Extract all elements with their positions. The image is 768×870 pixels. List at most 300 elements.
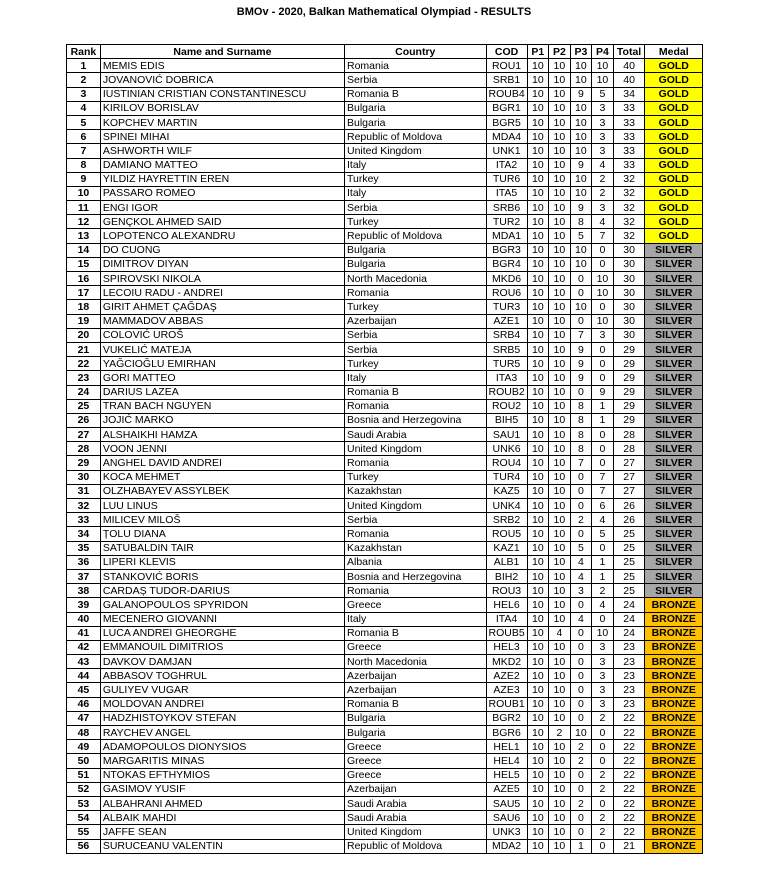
p3-cell: 9 bbox=[570, 201, 592, 215]
cod-cell: ROU2 bbox=[486, 399, 527, 413]
cod-cell: UNK1 bbox=[486, 144, 527, 158]
name-cell: STANKOVIĆ BORIS bbox=[100, 569, 344, 583]
total-cell: 29 bbox=[613, 342, 645, 356]
p2-cell: 4 bbox=[549, 626, 571, 640]
rank-cell: 21 bbox=[67, 342, 101, 356]
name-cell: LOPOTENCO ALEXANDRU bbox=[100, 229, 344, 243]
cod-cell: MDA2 bbox=[486, 839, 527, 853]
p3-cell: 5 bbox=[570, 541, 592, 555]
name-cell: GALANOPOULOS SPYRIDON bbox=[100, 598, 344, 612]
p3-cell: 9 bbox=[570, 158, 592, 172]
rank-cell: 36 bbox=[67, 555, 101, 569]
rank-cell: 52 bbox=[67, 782, 101, 796]
medal-cell: SILVER bbox=[645, 272, 703, 286]
p1-cell: 10 bbox=[527, 499, 549, 513]
p3-cell: 10 bbox=[570, 73, 592, 87]
country-cell: Kazakhstan bbox=[344, 541, 486, 555]
name-cell: ABBASOV TOGHRUL bbox=[100, 669, 344, 683]
medal-cell: BRONZE bbox=[645, 839, 703, 853]
medal-cell: SILVER bbox=[645, 527, 703, 541]
medal-cell: SILVER bbox=[645, 569, 703, 583]
p1-cell: 10 bbox=[527, 811, 549, 825]
p1-cell: 10 bbox=[527, 399, 549, 413]
p3-cell: 8 bbox=[570, 215, 592, 229]
total-cell: 26 bbox=[613, 499, 645, 513]
medal-cell: BRONZE bbox=[645, 825, 703, 839]
p2-cell: 10 bbox=[549, 555, 571, 569]
country-cell: Serbia bbox=[344, 73, 486, 87]
country-cell: Saudi Arabia bbox=[344, 428, 486, 442]
p1-cell: 10 bbox=[527, 598, 549, 612]
name-cell: DAMIANO MATTEO bbox=[100, 158, 344, 172]
total-cell: 30 bbox=[613, 328, 645, 342]
total-cell: 29 bbox=[613, 357, 645, 371]
table-row bbox=[67, 555, 703, 569]
medal-cell: GOLD bbox=[645, 101, 703, 115]
p4-cell: 0 bbox=[592, 754, 614, 768]
table-row bbox=[67, 711, 703, 725]
p4-cell: 3 bbox=[592, 115, 614, 129]
p2-cell: 10 bbox=[549, 243, 571, 257]
total-cell: 29 bbox=[613, 371, 645, 385]
total-cell: 40 bbox=[613, 73, 645, 87]
p1-cell: 10 bbox=[527, 697, 549, 711]
p4-cell: 10 bbox=[592, 272, 614, 286]
p2-cell: 10 bbox=[549, 484, 571, 498]
p2-cell: 10 bbox=[549, 215, 571, 229]
country-cell: Serbia bbox=[344, 201, 486, 215]
p4-cell: 1 bbox=[592, 413, 614, 427]
medal-cell: BRONZE bbox=[645, 782, 703, 796]
p3-cell: 10 bbox=[570, 186, 592, 200]
medal-cell: BRONZE bbox=[645, 740, 703, 754]
name-cell: JOJIĆ MARKO bbox=[100, 413, 344, 427]
name-cell: NTOKAS EFTHYMIOS bbox=[100, 768, 344, 782]
p2-cell: 10 bbox=[549, 385, 571, 399]
cod-cell: HEL3 bbox=[486, 640, 527, 654]
p3-cell: 10 bbox=[570, 257, 592, 271]
p3-cell: 2 bbox=[570, 740, 592, 754]
table-row bbox=[67, 101, 703, 115]
p1-cell: 10 bbox=[527, 357, 549, 371]
medal-cell: BRONZE bbox=[645, 683, 703, 697]
table-row bbox=[67, 768, 703, 782]
cod-cell: ROUB2 bbox=[486, 385, 527, 399]
table-row bbox=[67, 229, 703, 243]
country-cell: Azerbaijan bbox=[344, 669, 486, 683]
country-cell: Romania B bbox=[344, 697, 486, 711]
p3-cell: 0 bbox=[570, 782, 592, 796]
p3-cell: 10 bbox=[570, 726, 592, 740]
p2-cell: 10 bbox=[549, 328, 571, 342]
p3-cell: 10 bbox=[570, 243, 592, 257]
p4-cell: 3 bbox=[592, 328, 614, 342]
total-cell: 24 bbox=[613, 626, 645, 640]
country-cell: Bulgaria bbox=[344, 257, 486, 271]
rank-cell: 28 bbox=[67, 442, 101, 456]
country-cell: Saudi Arabia bbox=[344, 796, 486, 810]
medal-cell: GOLD bbox=[645, 201, 703, 215]
name-cell: TRAN BACH NGUYEN bbox=[100, 399, 344, 413]
total-cell: 22 bbox=[613, 782, 645, 796]
cod-cell: HEL5 bbox=[486, 768, 527, 782]
p3-cell: 0 bbox=[570, 811, 592, 825]
country-cell: Republic of Moldova bbox=[344, 839, 486, 853]
country-cell: Turkey bbox=[344, 300, 486, 314]
medal-cell: SILVER bbox=[645, 470, 703, 484]
table-row bbox=[67, 584, 703, 598]
p3-cell: 7 bbox=[570, 456, 592, 470]
p3-cell: 0 bbox=[570, 768, 592, 782]
country-cell: Turkey bbox=[344, 357, 486, 371]
country-cell: Turkey bbox=[344, 470, 486, 484]
medal-cell: SILVER bbox=[645, 584, 703, 598]
rank-cell: 20 bbox=[67, 328, 101, 342]
header-p1: P1 bbox=[527, 45, 549, 59]
total-cell: 30 bbox=[613, 300, 645, 314]
p4-cell: 4 bbox=[592, 158, 614, 172]
p2-cell: 10 bbox=[549, 669, 571, 683]
name-cell: ALBAHRANI AHMED bbox=[100, 796, 344, 810]
p2-cell: 10 bbox=[549, 569, 571, 583]
header-cod: COD bbox=[486, 45, 527, 59]
p2-cell: 10 bbox=[549, 683, 571, 697]
country-cell: Greece bbox=[344, 598, 486, 612]
country-cell: Italy bbox=[344, 371, 486, 385]
rank-cell: 55 bbox=[67, 825, 101, 839]
p4-cell: 0 bbox=[592, 456, 614, 470]
medal-cell: SILVER bbox=[645, 314, 703, 328]
table-row bbox=[67, 300, 703, 314]
medal-cell: GOLD bbox=[645, 186, 703, 200]
medal-cell: SILVER bbox=[645, 257, 703, 271]
p3-cell: 0 bbox=[570, 598, 592, 612]
table-row bbox=[67, 442, 703, 456]
name-cell: SPINEI MIHAI bbox=[100, 130, 344, 144]
rank-cell: 2 bbox=[67, 73, 101, 87]
name-cell: ALBAIK MAHDI bbox=[100, 811, 344, 825]
name-cell: MOLDOVAN ANDREI bbox=[100, 697, 344, 711]
cod-cell: SRB4 bbox=[486, 328, 527, 342]
total-cell: 28 bbox=[613, 428, 645, 442]
p3-cell: 0 bbox=[570, 655, 592, 669]
name-cell: ENGI IGOR bbox=[100, 201, 344, 215]
cod-cell: SRB2 bbox=[486, 513, 527, 527]
p1-cell: 10 bbox=[527, 513, 549, 527]
total-cell: 22 bbox=[613, 740, 645, 754]
medal-cell: SILVER bbox=[645, 413, 703, 427]
p3-cell: 3 bbox=[570, 584, 592, 598]
name-cell: MAMMADOV ABBAS bbox=[100, 314, 344, 328]
table-row bbox=[67, 484, 703, 498]
p1-cell: 10 bbox=[527, 782, 549, 796]
cod-cell: TUR3 bbox=[486, 300, 527, 314]
rank-cell: 3 bbox=[67, 87, 101, 101]
p2-cell: 10 bbox=[549, 73, 571, 87]
p2-cell: 10 bbox=[549, 640, 571, 654]
p3-cell: 0 bbox=[570, 385, 592, 399]
medal-cell: BRONZE bbox=[645, 726, 703, 740]
p2-cell: 10 bbox=[549, 158, 571, 172]
p2-cell: 10 bbox=[549, 115, 571, 129]
country-cell: Saudi Arabia bbox=[344, 811, 486, 825]
total-cell: 33 bbox=[613, 101, 645, 115]
p4-cell: 1 bbox=[592, 399, 614, 413]
p4-cell: 2 bbox=[592, 584, 614, 598]
cod-cell: AZE1 bbox=[486, 314, 527, 328]
p2-cell: 10 bbox=[549, 229, 571, 243]
cod-cell: AZE2 bbox=[486, 669, 527, 683]
rank-cell: 25 bbox=[67, 399, 101, 413]
rank-cell: 44 bbox=[67, 669, 101, 683]
table-row bbox=[67, 314, 703, 328]
medal-cell: BRONZE bbox=[645, 711, 703, 725]
medal-cell: BRONZE bbox=[645, 811, 703, 825]
p1-cell: 10 bbox=[527, 101, 549, 115]
medal-cell: SILVER bbox=[645, 555, 703, 569]
rank-cell: 19 bbox=[67, 314, 101, 328]
table-row bbox=[67, 328, 703, 342]
p3-cell: 9 bbox=[570, 357, 592, 371]
rank-cell: 6 bbox=[67, 130, 101, 144]
name-cell: PASSARO ROMEO bbox=[100, 186, 344, 200]
table-row bbox=[67, 683, 703, 697]
p2-cell: 2 bbox=[549, 726, 571, 740]
country-cell: Republic of Moldova bbox=[344, 130, 486, 144]
p2-cell: 10 bbox=[549, 754, 571, 768]
country-cell: Azerbaijan bbox=[344, 683, 486, 697]
p4-cell: 10 bbox=[592, 73, 614, 87]
p3-cell: 8 bbox=[570, 428, 592, 442]
name-cell: COLOVIĆ UROŠ bbox=[100, 328, 344, 342]
p4-cell: 3 bbox=[592, 655, 614, 669]
name-cell: DO CUONG bbox=[100, 243, 344, 257]
p4-cell: 0 bbox=[592, 300, 614, 314]
p3-cell: 0 bbox=[570, 640, 592, 654]
rank-cell: 26 bbox=[67, 413, 101, 427]
table-row bbox=[67, 186, 703, 200]
rank-cell: 41 bbox=[67, 626, 101, 640]
medal-cell: SILVER bbox=[645, 342, 703, 356]
total-cell: 32 bbox=[613, 229, 645, 243]
country-cell: Bulgaria bbox=[344, 711, 486, 725]
total-cell: 25 bbox=[613, 541, 645, 555]
country-cell: North Macedonia bbox=[344, 272, 486, 286]
p3-cell: 0 bbox=[570, 711, 592, 725]
name-cell: DARIUS LAZEA bbox=[100, 385, 344, 399]
total-cell: 23 bbox=[613, 655, 645, 669]
name-cell: KIRILOV BORISLAV bbox=[100, 101, 344, 115]
p2-cell: 10 bbox=[549, 257, 571, 271]
table-row bbox=[67, 59, 703, 73]
p1-cell: 10 bbox=[527, 655, 549, 669]
name-cell: MILICEV MILOŠ bbox=[100, 513, 344, 527]
p4-cell: 0 bbox=[592, 243, 614, 257]
country-cell: Romania bbox=[344, 286, 486, 300]
cod-cell: SRB5 bbox=[486, 342, 527, 356]
cod-cell: ROUB5 bbox=[486, 626, 527, 640]
total-cell: 23 bbox=[613, 669, 645, 683]
table-row bbox=[67, 257, 703, 271]
name-cell: LIPERI KLEVIS bbox=[100, 555, 344, 569]
p4-cell: 2 bbox=[592, 172, 614, 186]
medal-cell: SILVER bbox=[645, 484, 703, 498]
p4-cell: 2 bbox=[592, 782, 614, 796]
p1-cell: 10 bbox=[527, 456, 549, 470]
total-cell: 22 bbox=[613, 711, 645, 725]
rank-cell: 45 bbox=[67, 683, 101, 697]
table-row bbox=[67, 598, 703, 612]
name-cell: SATUBALDIN TAIR bbox=[100, 541, 344, 555]
total-cell: 22 bbox=[613, 796, 645, 810]
country-cell: United Kingdom bbox=[344, 442, 486, 456]
p4-cell: 10 bbox=[592, 59, 614, 73]
cod-cell: SAU6 bbox=[486, 811, 527, 825]
p3-cell: 2 bbox=[570, 754, 592, 768]
medal-cell: BRONZE bbox=[645, 669, 703, 683]
p4-cell: 0 bbox=[592, 541, 614, 555]
name-cell: VOON JENNI bbox=[100, 442, 344, 456]
name-cell: SURUCEANU VALENTIN bbox=[100, 839, 344, 853]
medal-cell: BRONZE bbox=[645, 612, 703, 626]
total-cell: 25 bbox=[613, 569, 645, 583]
medal-cell: GOLD bbox=[645, 115, 703, 129]
name-cell: IUSTINIAN CRISTIAN CONSTANTINESCU bbox=[100, 87, 344, 101]
rank-cell: 47 bbox=[67, 711, 101, 725]
p4-cell: 0 bbox=[592, 839, 614, 853]
p1-cell: 10 bbox=[527, 215, 549, 229]
cod-cell: ROUB1 bbox=[486, 697, 527, 711]
cod-cell: MKD2 bbox=[486, 655, 527, 669]
p4-cell: 4 bbox=[592, 215, 614, 229]
cod-cell: BIH5 bbox=[486, 413, 527, 427]
cod-cell: ROU3 bbox=[486, 584, 527, 598]
p1-cell: 10 bbox=[527, 754, 549, 768]
p1-cell: 10 bbox=[527, 201, 549, 215]
total-cell: 28 bbox=[613, 442, 645, 456]
country-cell: North Macedonia bbox=[344, 655, 486, 669]
total-cell: 24 bbox=[613, 612, 645, 626]
p1-cell: 10 bbox=[527, 569, 549, 583]
total-cell: 40 bbox=[613, 59, 645, 73]
p4-cell: 2 bbox=[592, 811, 614, 825]
p2-cell: 10 bbox=[549, 272, 571, 286]
table-row bbox=[67, 371, 703, 385]
p1-cell: 10 bbox=[527, 527, 549, 541]
p1-cell: 10 bbox=[527, 144, 549, 158]
cod-cell: MDA4 bbox=[486, 130, 527, 144]
name-cell: MARGARITIS MINAS bbox=[100, 754, 344, 768]
p1-cell: 10 bbox=[527, 158, 549, 172]
medal-cell: SILVER bbox=[645, 371, 703, 385]
p4-cell: 7 bbox=[592, 470, 614, 484]
p2-cell: 10 bbox=[549, 782, 571, 796]
p1-cell: 10 bbox=[527, 428, 549, 442]
country-cell: Romania B bbox=[344, 385, 486, 399]
rank-cell: 35 bbox=[67, 541, 101, 555]
rank-cell: 18 bbox=[67, 300, 101, 314]
p3-cell: 0 bbox=[570, 626, 592, 640]
p2-cell: 10 bbox=[549, 286, 571, 300]
p2-cell: 10 bbox=[549, 428, 571, 442]
p1-cell: 10 bbox=[527, 385, 549, 399]
country-cell: Romania bbox=[344, 399, 486, 413]
total-cell: 23 bbox=[613, 640, 645, 654]
p3-cell: 0 bbox=[570, 286, 592, 300]
total-cell: 30 bbox=[613, 272, 645, 286]
table-row bbox=[67, 839, 703, 853]
country-cell: Romania B bbox=[344, 626, 486, 640]
p1-cell: 10 bbox=[527, 272, 549, 286]
table-row bbox=[67, 399, 703, 413]
name-cell: JAFFE SEAN bbox=[100, 825, 344, 839]
p2-cell: 10 bbox=[549, 186, 571, 200]
country-cell: Serbia bbox=[344, 328, 486, 342]
table-row bbox=[67, 87, 703, 101]
medal-cell: GOLD bbox=[645, 158, 703, 172]
p4-cell: 3 bbox=[592, 144, 614, 158]
total-cell: 33 bbox=[613, 158, 645, 172]
country-cell: Kazakhstan bbox=[344, 484, 486, 498]
p1-cell: 10 bbox=[527, 243, 549, 257]
header-rank: Rank bbox=[67, 45, 101, 59]
p2-cell: 10 bbox=[549, 839, 571, 853]
p1-cell: 10 bbox=[527, 484, 549, 498]
medal-cell: GOLD bbox=[645, 59, 703, 73]
table-row bbox=[67, 569, 703, 583]
table-row bbox=[67, 272, 703, 286]
total-cell: 25 bbox=[613, 584, 645, 598]
cod-cell: ROU6 bbox=[486, 286, 527, 300]
p2-cell: 10 bbox=[549, 172, 571, 186]
results-table bbox=[66, 44, 703, 854]
p1-cell: 10 bbox=[527, 839, 549, 853]
cod-cell: ITA2 bbox=[486, 158, 527, 172]
name-cell: DIMITROV DIYAN bbox=[100, 257, 344, 271]
total-cell: 27 bbox=[613, 470, 645, 484]
p2-cell: 10 bbox=[549, 711, 571, 725]
medal-cell: SILVER bbox=[645, 428, 703, 442]
p2-cell: 10 bbox=[549, 612, 571, 626]
country-cell: Albania bbox=[344, 555, 486, 569]
total-cell: 25 bbox=[613, 527, 645, 541]
p3-cell: 0 bbox=[570, 669, 592, 683]
cod-cell: BIH2 bbox=[486, 569, 527, 583]
country-cell: Romania B bbox=[344, 87, 486, 101]
rank-cell: 48 bbox=[67, 726, 101, 740]
total-cell: 22 bbox=[613, 754, 645, 768]
name-cell: LECOIU RADU - ANDREI bbox=[100, 286, 344, 300]
medal-cell: GOLD bbox=[645, 87, 703, 101]
p3-cell: 0 bbox=[570, 499, 592, 513]
name-cell: VUKELIĆ MATEJA bbox=[100, 342, 344, 356]
total-cell: 21 bbox=[613, 839, 645, 853]
total-cell: 32 bbox=[613, 215, 645, 229]
country-cell: Bulgaria bbox=[344, 101, 486, 115]
table-row bbox=[67, 811, 703, 825]
cod-cell: MKD6 bbox=[486, 272, 527, 286]
table-row bbox=[67, 740, 703, 754]
p4-cell: 0 bbox=[592, 257, 614, 271]
medal-cell: SILVER bbox=[645, 357, 703, 371]
p4-cell: 3 bbox=[592, 669, 614, 683]
p3-cell: 4 bbox=[570, 569, 592, 583]
medal-cell: GOLD bbox=[645, 215, 703, 229]
country-cell: Romania bbox=[344, 456, 486, 470]
name-cell: LUU LINUS bbox=[100, 499, 344, 513]
rank-cell: 46 bbox=[67, 697, 101, 711]
header-p2: P2 bbox=[549, 45, 571, 59]
